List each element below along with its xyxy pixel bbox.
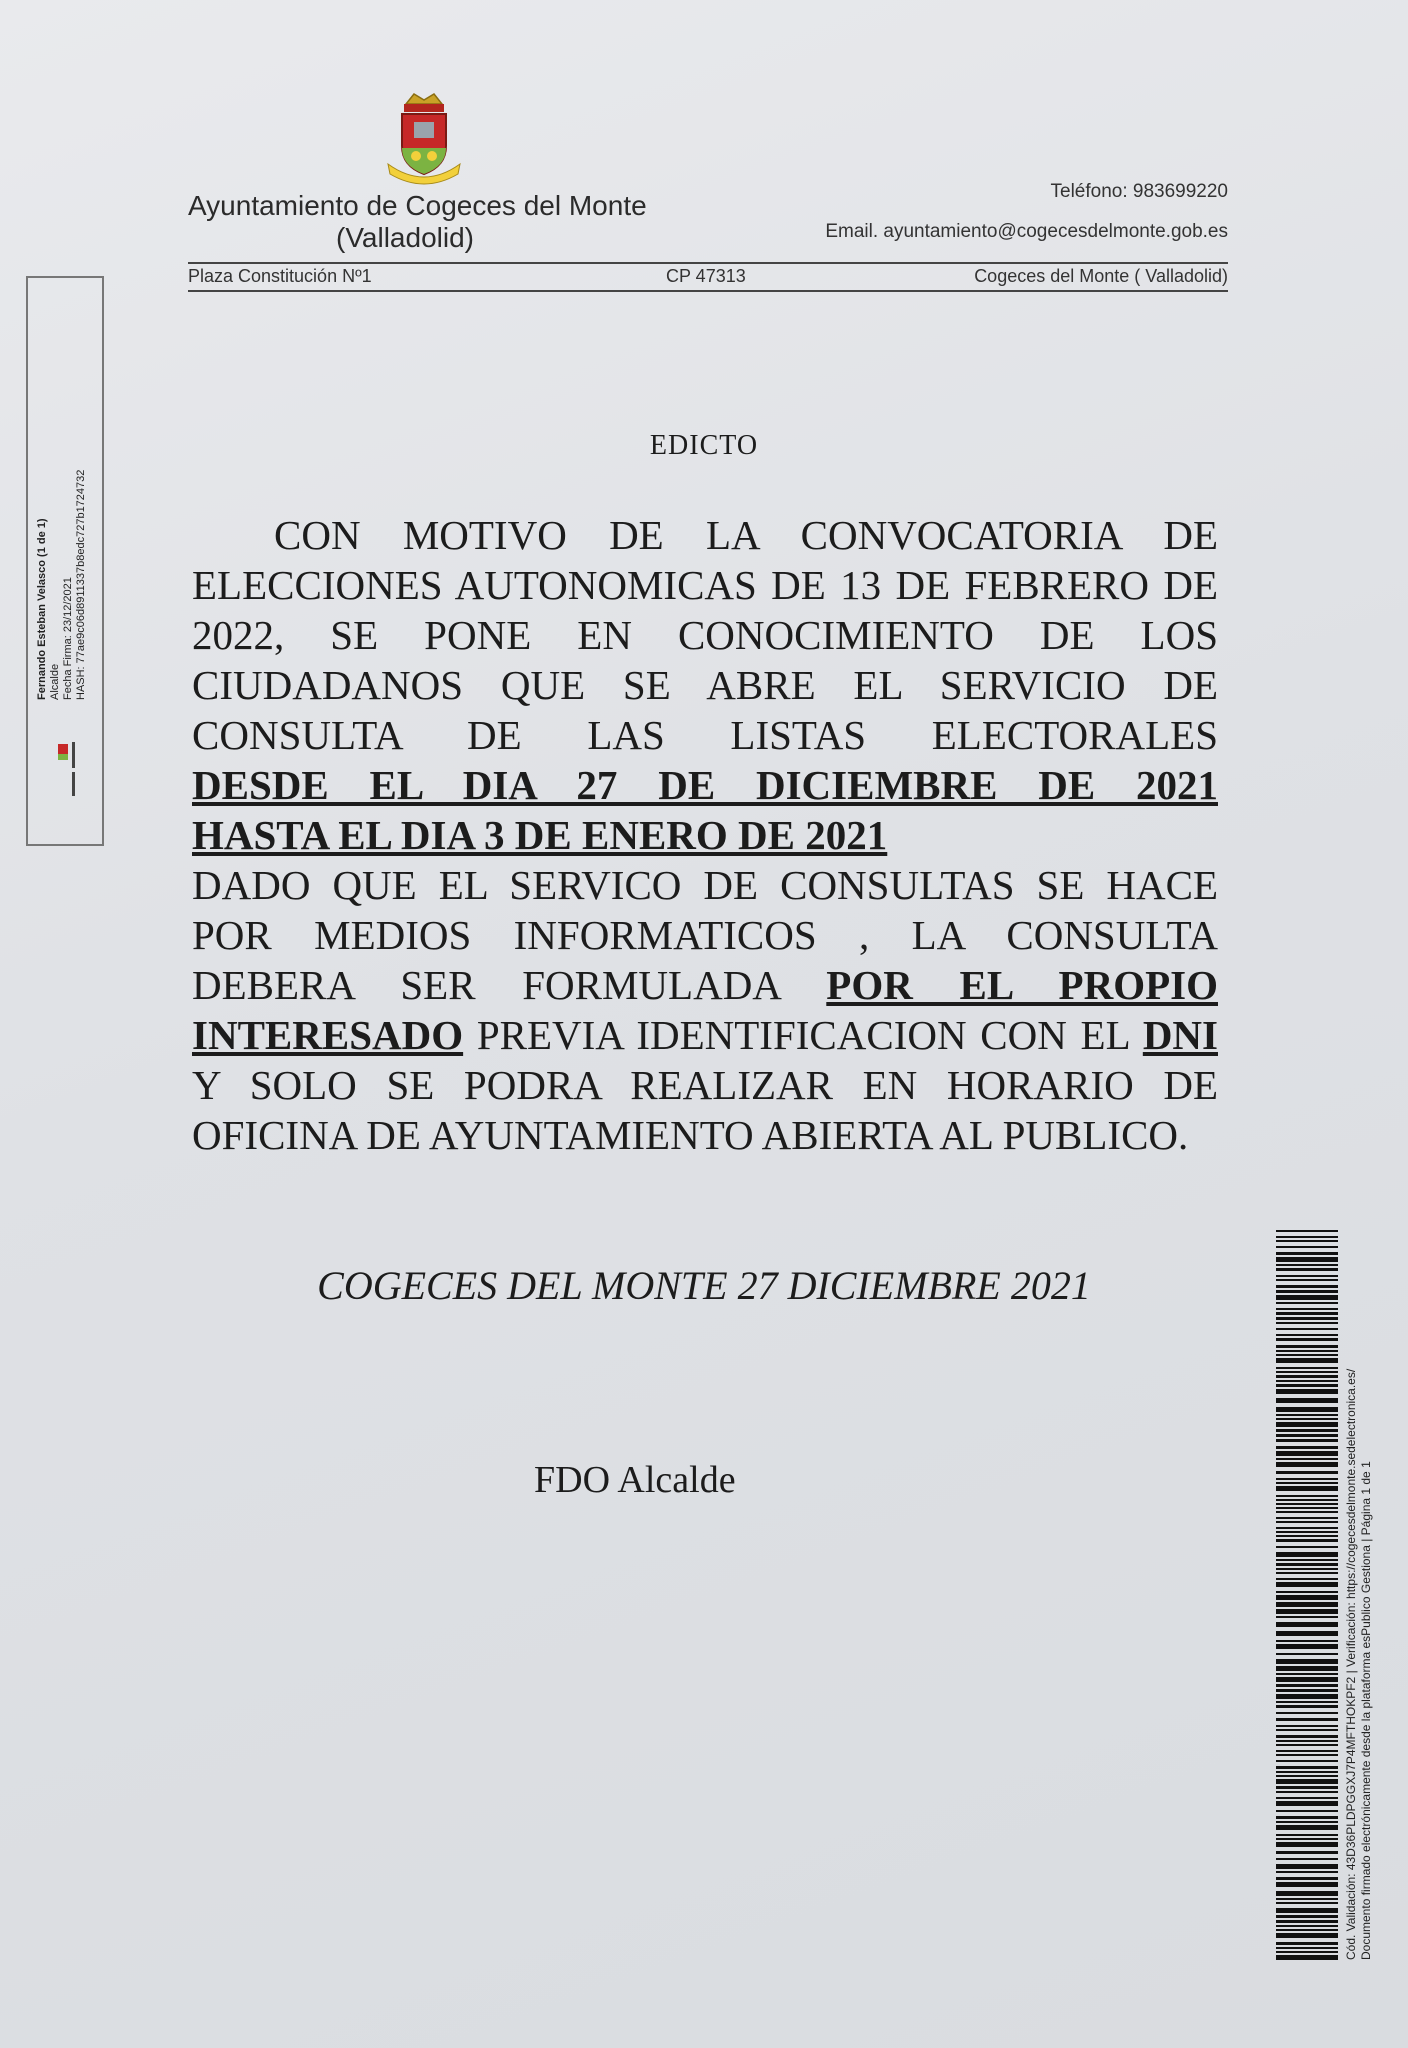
barcode-bar <box>1276 1882 1338 1887</box>
barcode-bar <box>1276 1591 1338 1593</box>
barcode-bar <box>1276 1535 1338 1537</box>
barcode-bar <box>1276 1929 1338 1931</box>
barcode-bar <box>1276 1462 1338 1467</box>
signature-stamp-text <box>36 280 88 700</box>
barcode-bar <box>1276 1429 1338 1432</box>
barcode-bar <box>1276 1338 1338 1341</box>
barcode-bar <box>1276 1252 1338 1255</box>
barcode-bar <box>1276 1595 1338 1600</box>
barcode-bar <box>1276 1834 1338 1836</box>
barcode-bar <box>1276 1760 1338 1762</box>
barcode-bar <box>1276 1689 1338 1692</box>
barcode-bar <box>1276 1418 1338 1420</box>
barcode-bar <box>1276 1486 1338 1491</box>
barcode-bar <box>1276 1478 1338 1480</box>
barcode-bar <box>1276 1797 1338 1799</box>
barcode-bar <box>1276 1230 1338 1232</box>
paragraph-announcement: CON MOTIVO DE LA CONVOCATORIA DE ELECCIONES AUTONOMICAS DE 13 DE FEBRERO DE 2022, SE PONE EN CONOCIMIENTO DE LOS CIUDADANOS QUE SE ABRE EL SERVICIO DE CONSULTA DE LAS LISTAS ELECTORALES <box>192 512 1218 758</box>
barcode-bar <box>1276 1582 1338 1587</box>
barcode-bar <box>1276 1925 1338 1927</box>
barcode-bar <box>1276 1507 1338 1509</box>
phone-number: Teléfono: 983699220 <box>1050 181 1228 202</box>
barcode-bar <box>1276 1666 1338 1671</box>
barcode-bar <box>1276 1640 1338 1642</box>
barcode-bar <box>1276 1775 1338 1777</box>
barcode-bar <box>1276 1602 1338 1607</box>
barcode-bar <box>1276 1563 1338 1566</box>
barcode-bar <box>1276 1838 1338 1840</box>
barcode-bar <box>1276 1354 1338 1356</box>
barcode-bar <box>1276 1389 1338 1394</box>
barcode-bar <box>1276 1527 1338 1529</box>
barcode-bar <box>1276 1503 1338 1505</box>
barcode-bar <box>1276 1531 1338 1533</box>
barcode-bar <box>1276 1947 1338 1949</box>
barcode-bar <box>1276 1915 1338 1918</box>
signer-name: Fernando Esteban Velasco (1 de 1) <box>36 518 48 700</box>
barcode-bar <box>1276 1816 1338 1819</box>
barcode-bar <box>1276 1559 1338 1561</box>
address-street: Plaza Constitución Nº1 <box>188 266 372 286</box>
barcode-bar <box>1276 1951 1338 1953</box>
barcode-bar <box>1276 1942 1338 1945</box>
barcode-bar <box>1276 1257 1338 1262</box>
barcode-bar <box>1276 1380 1338 1382</box>
barcode-bar <box>1276 1350 1338 1352</box>
barcode-bar <box>1276 1644 1338 1649</box>
date-range-start: DESDE EL DIA 27 DE DICIEMBRE DE 2021 <box>192 762 1218 808</box>
paragraph-conditions: DADO QUE EL SERVICO DE CONSULTAS SE HACE POR MEDIOS INFORMATICOS , LA CONSULTA DEBERA SER FORMULADA POR EL PROPIO INTERESADO PREVIA IDENTIFICACION CON EL DNI Y SOLO SE PODRA REALIZAR EN HORARIO DE OFICINA DE AYUNTAMIENTO ABIERTA AL PUBLICO. <box>192 862 1218 1158</box>
address-row <box>188 264 1228 290</box>
barcode-bar <box>1276 1371 1338 1373</box>
place-date-line: COGECES DEL MONTE 27 DICIEMBRE 2021 <box>317 1263 1091 1308</box>
signature-line: FDO Alcalde <box>534 1459 736 1501</box>
barcode-bar <box>1276 1499 1338 1501</box>
barcode-bar <box>1276 1546 1338 1548</box>
validation-barcode <box>1276 1230 1346 1960</box>
verification-text <box>1344 1200 1374 1960</box>
barcode-bar <box>1276 1240 1338 1242</box>
barcode-bar <box>1276 1771 1338 1773</box>
barcode-bar <box>1276 1725 1338 1727</box>
signer-role: Alcalde <box>49 663 61 700</box>
barcode-bar <box>1276 1302 1338 1304</box>
barcode-bar <box>1276 1521 1338 1523</box>
barcode-bar <box>1276 1864 1338 1869</box>
barcode-bar <box>1276 1446 1338 1449</box>
barcode-bar <box>1276 1622 1338 1627</box>
barcode-bar <box>1276 1275 1338 1277</box>
date-range-end: HASTA EL DIA 3 DE ENERO DE 2021 <box>192 812 888 858</box>
barcode-bar <box>1276 1825 1338 1830</box>
barcode-bar <box>1276 1871 1338 1873</box>
signature-date: Fecha Firma: 23/12/2021 <box>62 577 74 700</box>
barcode-bar <box>1276 1877 1338 1880</box>
barcode-bar <box>1276 1673 1338 1675</box>
barcode-bar <box>1276 1851 1338 1854</box>
barcode-bar <box>1276 1414 1338 1416</box>
barcode-bar <box>1276 1398 1338 1403</box>
barcode-bar <box>1276 1933 1338 1938</box>
org-name-line1: Ayuntamiento de Cogeces del Monte <box>188 190 647 221</box>
coat-of-arms-logo <box>380 90 468 186</box>
barcode-bar <box>1276 1712 1338 1714</box>
barcode-bar <box>1276 1517 1338 1519</box>
barcode-bar <box>1276 1684 1338 1687</box>
barcode-bar <box>1276 1439 1338 1442</box>
barcode-bar <box>1276 1821 1338 1823</box>
barcode-bar <box>1276 1268 1338 1271</box>
barcode-bar <box>1276 1367 1338 1369</box>
barcode-bar <box>1276 1735 1338 1738</box>
barcode-bar <box>1276 1810 1338 1812</box>
barcode-bar <box>1276 1677 1338 1682</box>
edict-body <box>192 510 1218 1160</box>
barcode-bar <box>1276 1705 1338 1708</box>
barcode-bar <box>1276 1511 1338 1513</box>
barcode-bar <box>1276 1458 1338 1460</box>
barcode-bar <box>1276 1631 1338 1636</box>
stamp-crest-icon <box>52 740 78 800</box>
barcode-bar <box>1276 1791 1338 1793</box>
barcode-bar <box>1276 1434 1338 1437</box>
barcode-bar <box>1276 1290 1338 1293</box>
barcode-bar <box>1276 1701 1338 1703</box>
barcode-bar <box>1276 1471 1338 1474</box>
validation-code: Cód. Validación: 43D36PLDPGGXJ7P4MFTHOKPF2 | Verificación: https://cogecesdelmonte.sedelectronica.es/ <box>1344 1368 1358 1960</box>
barcode-bar <box>1276 1384 1338 1387</box>
barcode-bar <box>1276 1659 1338 1664</box>
barcode-bar <box>1276 1246 1338 1248</box>
barcode-bar <box>1276 1891 1338 1896</box>
barcode-bar <box>1276 1779 1338 1784</box>
barcode-bar <box>1276 1609 1338 1614</box>
barcode-bar <box>1276 1766 1338 1769</box>
barcode-bar <box>1276 1842 1338 1847</box>
barcode-bar <box>1276 1375 1338 1378</box>
header-rule-bottom <box>188 290 1228 292</box>
emphasis-interested: POR EL PROPIO INTERESADO <box>192 962 1218 1058</box>
barcode-bar <box>1276 1236 1338 1238</box>
barcode-bar <box>1276 1858 1338 1860</box>
barcode-bar <box>1276 1740 1338 1742</box>
barcode-bar <box>1276 1750 1338 1752</box>
barcode-bar <box>1276 1279 1338 1281</box>
barcode-bar <box>1276 1754 1338 1756</box>
barcode-bar <box>1276 1955 1338 1960</box>
barcode-bar <box>1276 1568 1338 1570</box>
barcode-bar <box>1276 1578 1338 1580</box>
barcode-bar <box>1276 1422 1338 1427</box>
document-title: EDICTO <box>649 430 759 461</box>
barcode-bar <box>1276 1495 1338 1497</box>
platform-note: Documento firmado electrónicamente desde la plataforma esPublico Gestiona | Página 1 de 1 <box>1359 1461 1373 1960</box>
address-postcode: CP 47313 <box>666 266 746 286</box>
barcode-bar <box>1276 1616 1338 1618</box>
contact-info <box>825 172 1228 252</box>
barcode-bar <box>1276 1786 1338 1789</box>
barcode-bar <box>1276 1322 1338 1324</box>
barcode-bar <box>1276 1694 1338 1699</box>
emphasis-dni: DNI <box>1142 1012 1218 1058</box>
barcode-bar <box>1276 1285 1338 1288</box>
barcode-bar <box>1276 1295 1338 1300</box>
barcode-bar <box>1276 1317 1338 1320</box>
barcode-bar <box>1276 1552 1338 1557</box>
barcode-bar <box>1276 1345 1338 1348</box>
barcode-bar <box>1276 1729 1338 1731</box>
barcode-bar <box>1276 1801 1338 1806</box>
barcode-bar <box>1276 1718 1338 1721</box>
org-name-line2: (Valladolid) <box>336 222 474 253</box>
barcode-bar <box>1276 1451 1338 1456</box>
barcode-bar <box>1276 1308 1338 1310</box>
address-city: Cogeces del Monte ( Valladolid) <box>974 266 1228 286</box>
signature-hash: HASH: 77ae9c06d8911337b8edc727b1724732 <box>75 469 87 700</box>
barcode-bar <box>1276 1358 1338 1363</box>
barcode-bar <box>1276 1744 1338 1746</box>
barcode-bar <box>1276 1898 1338 1900</box>
barcode-bar <box>1276 1482 1338 1484</box>
barcode-bar <box>1276 1264 1338 1266</box>
barcode-bar <box>1276 1908 1338 1913</box>
barcode-bar <box>1276 1334 1338 1336</box>
organization-name <box>188 190 708 254</box>
barcode-bar <box>1276 1407 1338 1412</box>
email-address: Email. ayuntamiento@cogecesdelmonte.gob.es <box>825 221 1228 242</box>
barcode-bar <box>1276 1312 1338 1315</box>
barcode-bar <box>1276 1920 1338 1923</box>
barcode-bar <box>1276 1539 1338 1542</box>
barcode-bar <box>1276 1653 1338 1655</box>
barcode-bar <box>1276 1328 1338 1330</box>
barcode-bar <box>1276 1902 1338 1904</box>
barcode-bar <box>1276 1572 1338 1574</box>
